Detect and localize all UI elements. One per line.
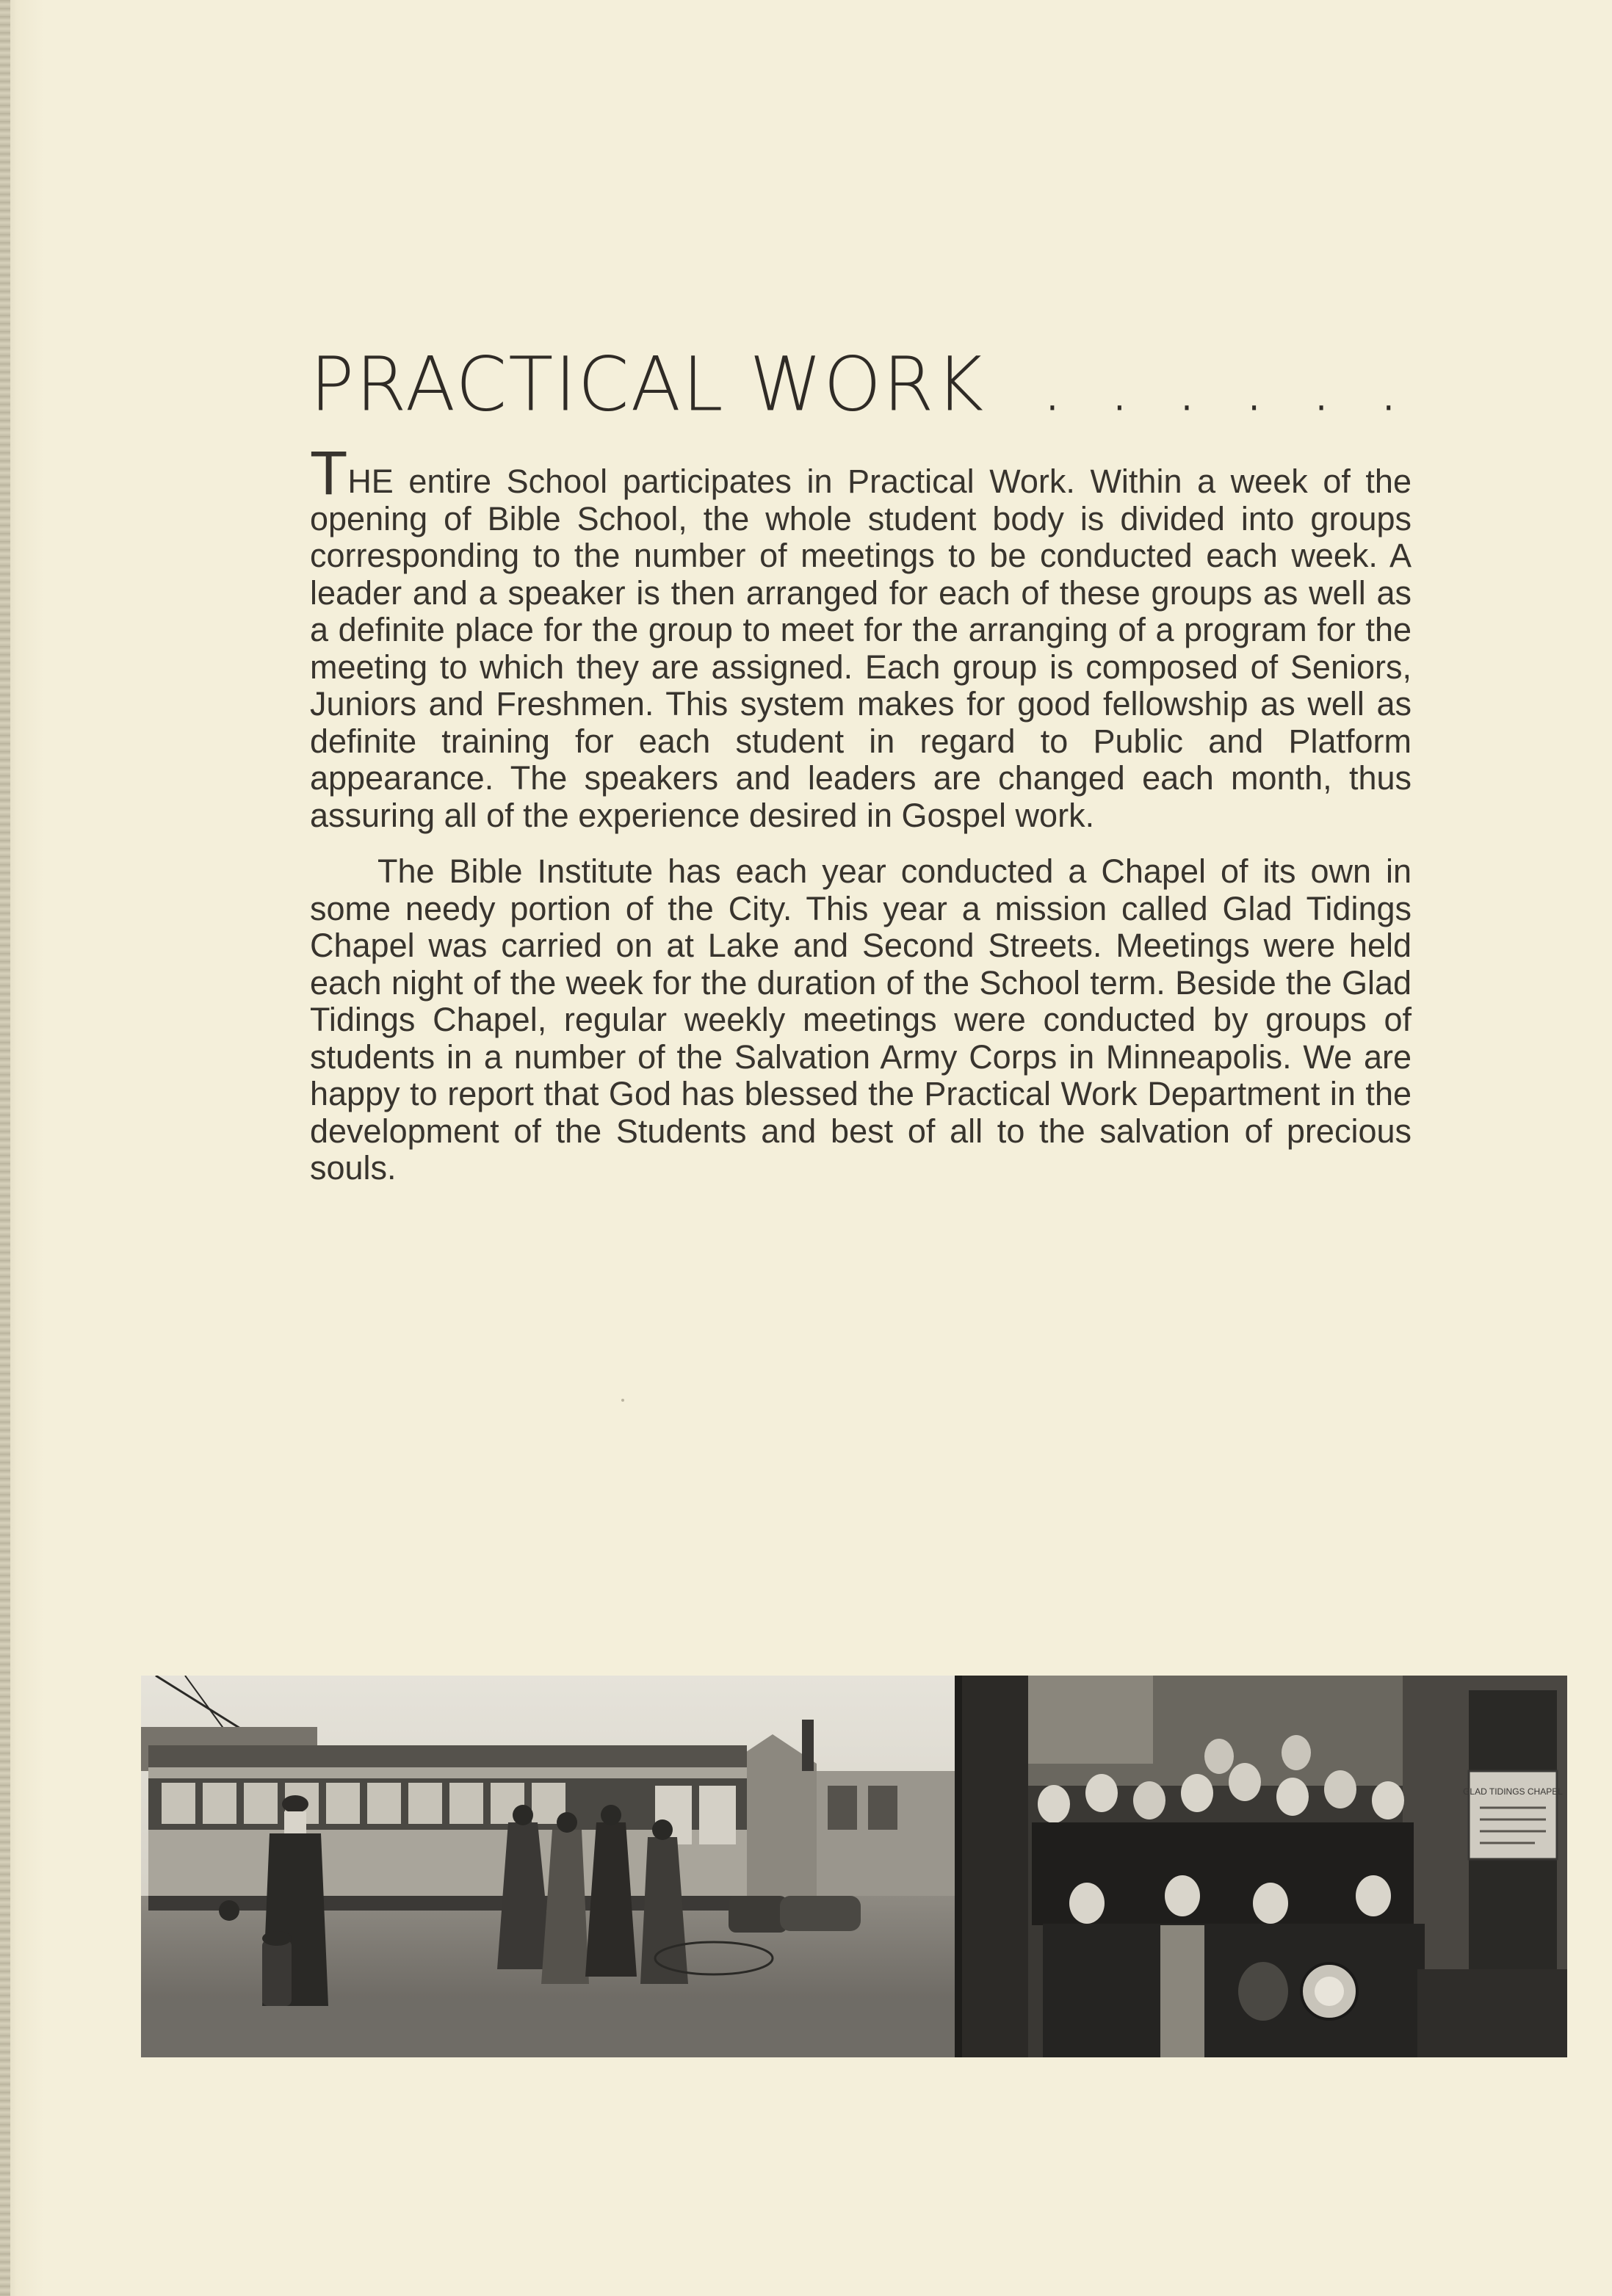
page-binding-edge <box>0 0 10 2296</box>
streetcar-photo <box>141 1676 955 2057</box>
paragraph-1-text: HE entire School participates in Practical Work. Within a week of the opening of Bible School, the whole student body is divided into groups corresponding to the number of meetings to be conducted each week. A leader and a speaker is then arranged for each of these groups as well as a definite place for the group to meet for the arranging of a program for the meeting to which they are assigned. Each group is composed of Seniors, Juniors and Freshmen. This system makes for good fellowship as well as definite training for each student in regard to Public and Platform appearance. The speakers and leaders are changed each month, thus assuring all of the experience desired in Gospel work. <box>310 463 1412 834</box>
chapel-sign <box>1463 1771 1563 1859</box>
fire-hydrant <box>262 1931 292 2006</box>
paragraph-1 <box>310 438 1412 834</box>
page-title-text: PRACTICAL WORK <box>310 340 986 429</box>
photo-strip <box>141 1676 1567 2057</box>
paper-speck <box>621 1399 624 1402</box>
chapel-group-photo <box>962 1676 1567 2057</box>
drop-cap: T <box>310 438 348 507</box>
page-title <box>310 341 1426 428</box>
article-body <box>310 438 1412 1187</box>
chapel-sign-text: GLAD TIDINGS CHAPEL <box>1463 1786 1563 1797</box>
title-leader-dots: . . . . . . <box>1040 340 1411 429</box>
paragraph-2: The Bible Institute has each year conducted a Chapel of its own in some needy portion of the City. This year a mission called Glad Tidings Chapel was carried on at Lake and Second Streets. Meetings were held each night of the week for the duration of the School term. Beside the Glad Tidings Chapel, regular weekly meetings were conducted by groups of students in a number of the Salvation Army Corps in Minneapolis. We are happy to report that God has blessed the Practical Work Department in the development of the Students and best of all to the salvation of precious souls. <box>310 852 1412 1187</box>
